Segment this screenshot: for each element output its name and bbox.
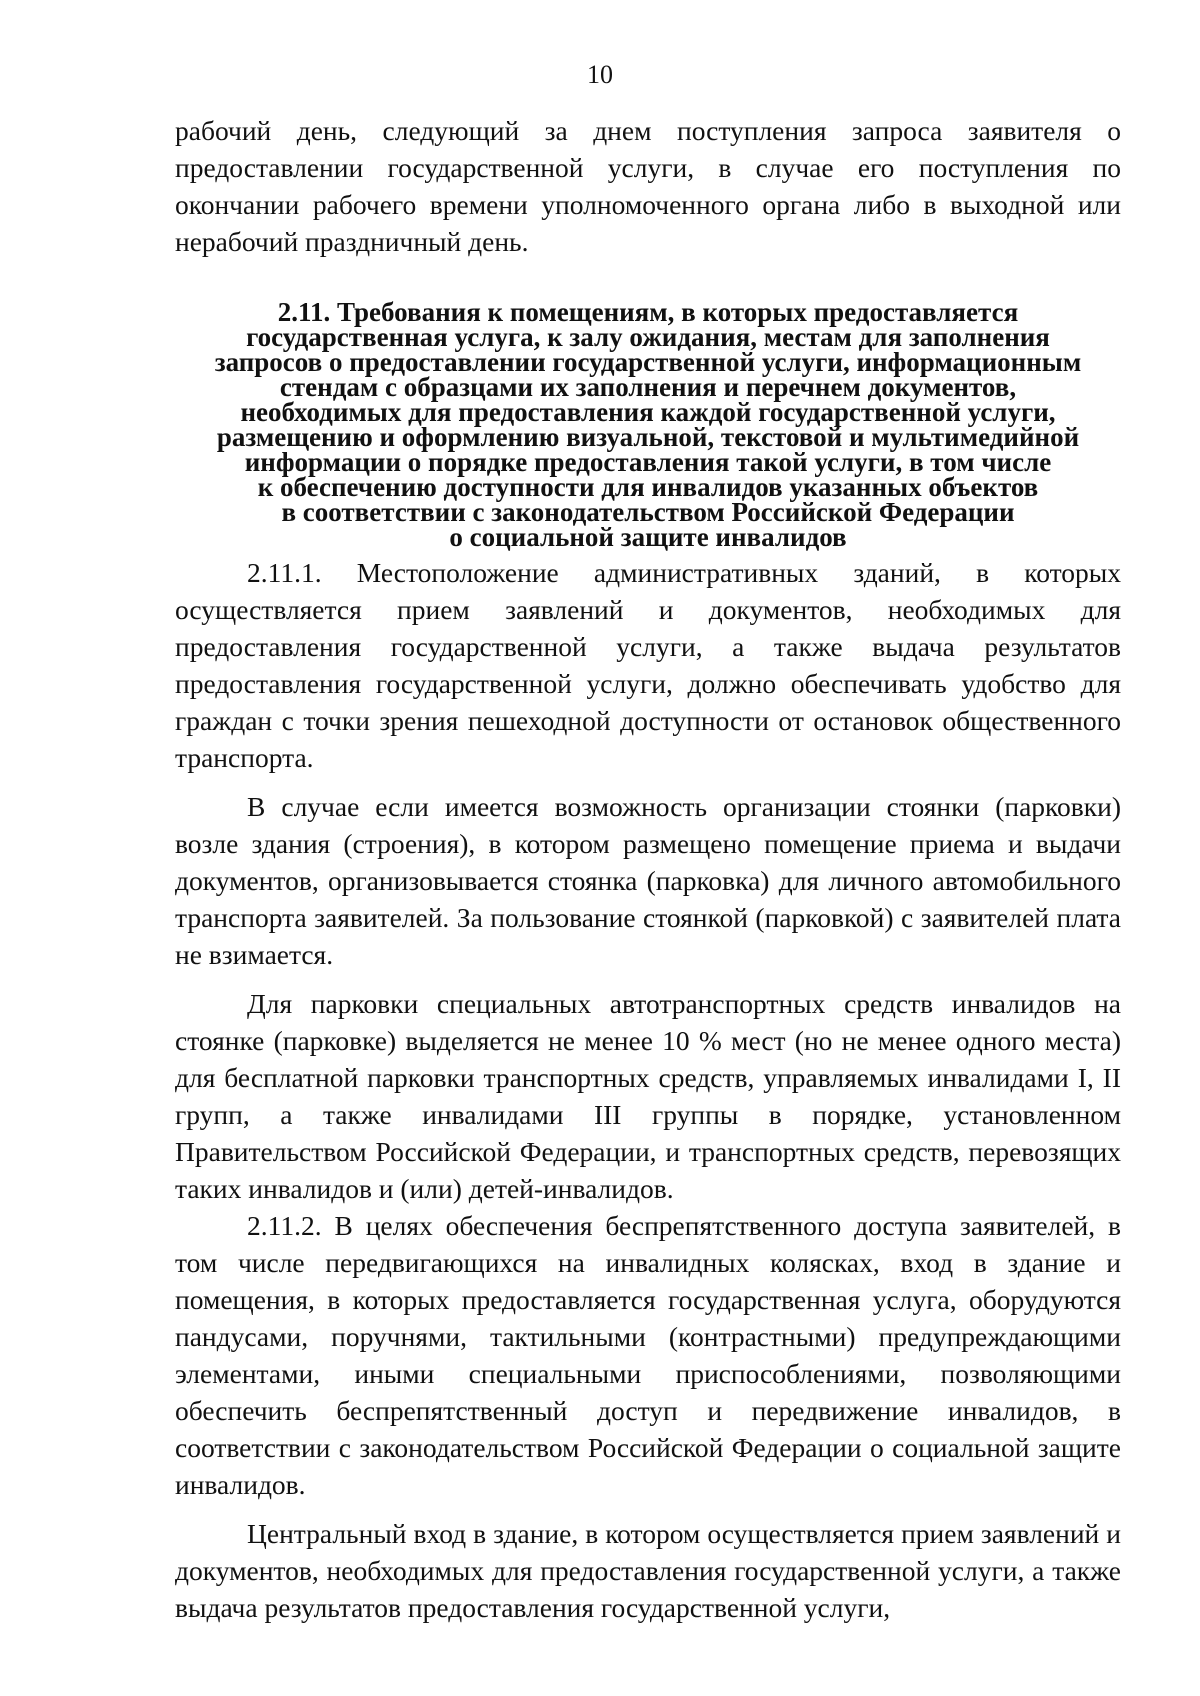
page-number: 10 [587, 60, 613, 89]
paragraph-central-entrance: Центральный вход в здание, в котором осуществляется прием заявлений и документов, необходимых для предоставления государственной услуги, а также выдача результатов предоставления государственной услуги, [175, 1518, 1121, 1623]
section-heading-line: необходимых для предоставления каждой государственной услуги, [240, 397, 1056, 427]
section-heading-line: 2.11. Требования к помещениям, в которых предоставляется [277, 297, 1019, 327]
paragraph-parking: В случае если имеется возможность организации стоянки (парковки) возле здания (строения), в котором размещено помещение приема и выдачи документов, организовывается стоянка (парковка) для личного автомобильного транспорта заявителей. За пользование стоянкой (парковкой) с заявителей плата не взимается. [175, 791, 1121, 970]
section-heading-line: стендам с образцами их заполнения и перечнем документов, [279, 372, 1017, 402]
intro-paragraph: рабочий день, следующий за днем поступления запроса заявителя о предоставлении государственной услуги, в случае его поступления по окончании рабочего времени уполномоченного органа либо в выходной или нерабочий праздничный день. [175, 115, 1121, 257]
document-body [175, 112, 1121, 1626]
section-heading-line: информации о порядке предоставления такой услуги, в том числе [244, 447, 1052, 477]
paragraph-2-11-2: 2.11.2. В целях обеспечения беспрепятственного доступа заявителей, в том числе передвигающихся на инвалидных колясках, вход в здание и помещения, в которых предоставляется государственная услуга, оборудуются пандусами, поручнями, тактильными (контрастными) предупреждающими элементами, иными специальными приспособлениями, позволяющими обеспечить беспрепятственный доступ и передвижение инвалидов, в соответствии с законодательством Российской Федерации о социальной защите инвалидов. [175, 1210, 1121, 1500]
section-heading-line: размещению и оформлению визуальной, текстовой и мультимедийной [216, 422, 1080, 452]
section-heading [175, 297, 1121, 552]
section-heading-line: о социальной защите инвалидов [449, 522, 847, 552]
section-heading-line: в соответствии с законодательством Российской Федерации [281, 497, 1015, 527]
paragraph-disabled-parking: Для парковки специальных автотранспортных средств инвалидов на стоянке (парковке) выделяется не менее 10 % мест (но не менее одного места) для бесплатной парковки транспортных средств, управляемых инвалидами I, II групп, а также инвалидами III группы в порядке, установленном Правительством Российской Федерации, и транспортных средств, перевозящих таких инвалидов и (или) детей-инвалидов. [175, 988, 1121, 1204]
section-heading-line: к обеспечению доступности для инвалидов указанных объектов [257, 472, 1039, 502]
paragraph-2-11-1: 2.11.1. Местоположение административных зданий, в которых осуществляется прием заявлений и документов, необходимых для предоставления государственной услуги, а также выдача результатов предоставления государственной услуги, должно обеспечивать удобство для граждан с точки зрения пешеходной доступности от остановок общественного транспорта. [175, 557, 1121, 773]
section-heading-line: государственная услуга, к залу ожидания, местам для заполнения [246, 322, 1050, 352]
section-heading-line: запросов о предоставлении государственной услуги, информационным [214, 347, 1082, 377]
